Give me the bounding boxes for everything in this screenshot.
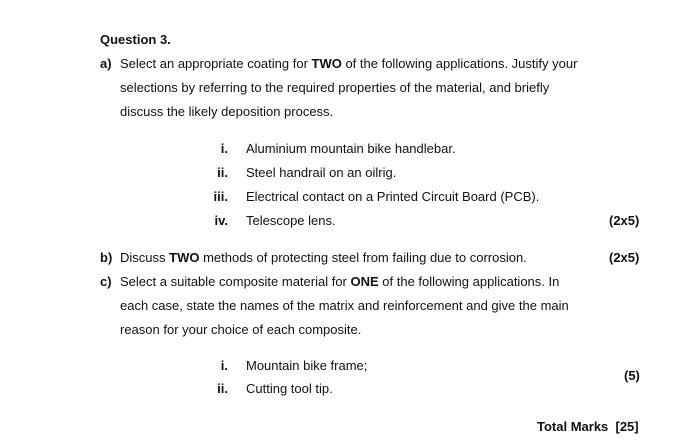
- part-c-item-text: Mountain bike frame;: [246, 358, 368, 373]
- part-a-item-text: Electrical contact on a Printed Circuit Board (PCB).: [246, 189, 540, 204]
- part-a-item-number: ii.: [217, 165, 228, 180]
- part-a-text-post: of the following applications. Justify your: [341, 56, 578, 71]
- part-c-text-post: of the following applications. In: [378, 274, 560, 289]
- part-c-line-2: each case, state the names of the matrix and reinforcement and give the main: [120, 298, 569, 313]
- part-a-line-3: discuss the likely deposition process.: [120, 104, 334, 119]
- part-b-text-post: methods of protecting steel from failing due to corrosion.: [199, 250, 527, 265]
- part-c-emphasis: ONE: [350, 274, 379, 289]
- part-b-text-pre: Discuss: [120, 250, 170, 265]
- part-a-marks: (2x5): [609, 213, 640, 228]
- part-a-item-number: i.: [220, 141, 228, 156]
- part-a-item-text: Steel handrail on an oilrig.: [246, 165, 397, 180]
- part-c-item-number: ii.: [217, 381, 228, 396]
- part-a-line-2: selections by referring to the required properties of the material, and briefly: [120, 80, 550, 95]
- part-a-item-number: iii.: [213, 189, 228, 204]
- part-c-marks: (5): [624, 368, 640, 383]
- part-b-marks: (2x5): [609, 250, 640, 265]
- part-c-line-1: [120, 274, 559, 289]
- part-c-item-number: i.: [220, 358, 228, 373]
- part-a-item-text: Telescope lens.: [246, 213, 336, 228]
- part-b-line: [120, 250, 527, 265]
- part-c-item-text: Cutting tool tip.: [246, 381, 333, 396]
- part-c-label: c): [100, 274, 112, 289]
- part-a-text-pre: Select an appropriate coating for: [120, 56, 312, 71]
- part-a-item-text: Aluminium mountain bike handlebar.: [246, 141, 456, 156]
- part-a-item-number: iv.: [214, 213, 228, 228]
- part-b-label: b): [100, 250, 113, 265]
- part-b-emphasis: TWO: [169, 250, 200, 265]
- part-a-emphasis: TWO: [311, 56, 342, 71]
- question-title: Question 3.: [100, 32, 171, 47]
- part-c-line-3: reason for your choice of each composite.: [120, 322, 362, 337]
- part-a-label: a): [100, 56, 112, 71]
- total-marks: Total Marks [25]: [537, 419, 639, 434]
- part-c-text-pre: Select a suitable composite material for: [120, 274, 351, 289]
- part-a-line-1: [120, 56, 577, 71]
